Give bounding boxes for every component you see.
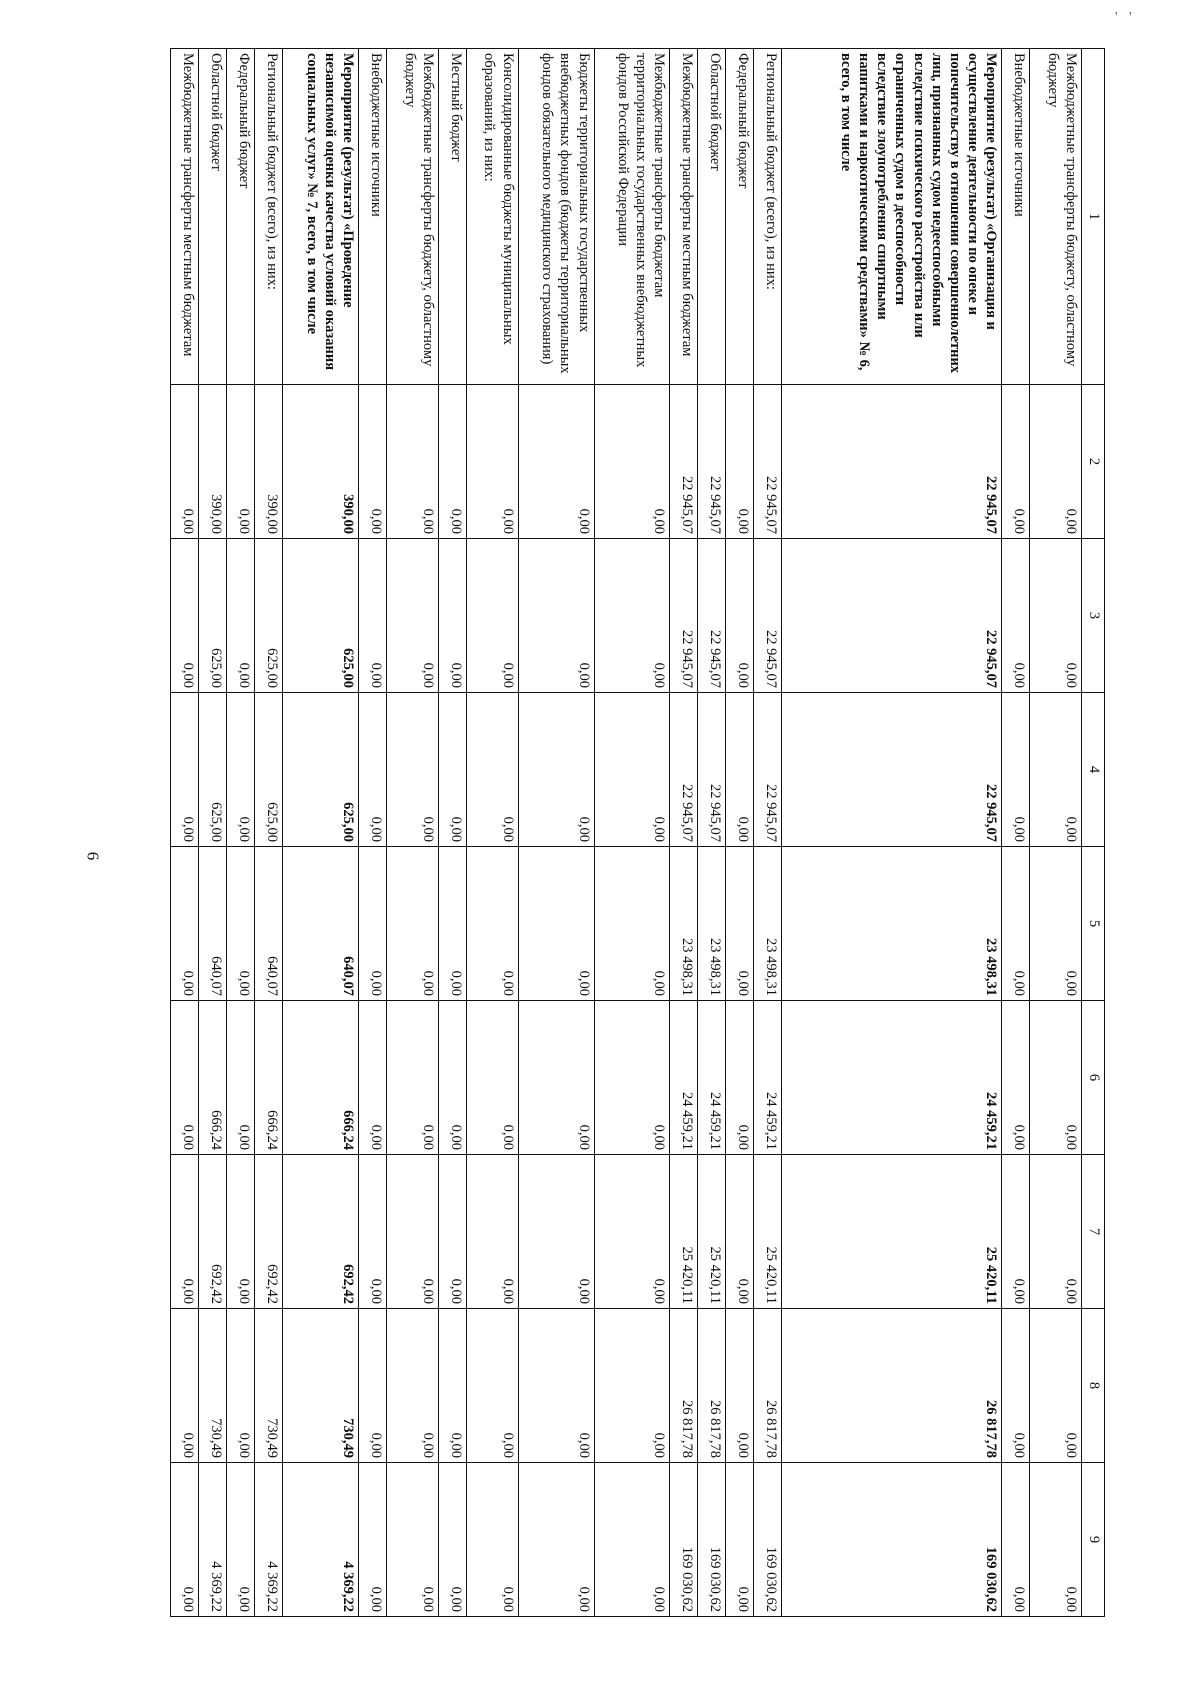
row-value: 0,00 — [1030, 1309, 1082, 1463]
budget-table-frame — [170, 48, 1105, 1616]
row-value: 0,00 — [594, 1155, 670, 1309]
table-row — [282, 49, 358, 1617]
row-value: 730,49 — [254, 1309, 282, 1463]
row-value: 0,00 — [386, 1001, 438, 1155]
row-value: 0,00 — [726, 385, 754, 539]
row-value: 0,00 — [594, 847, 670, 1001]
row-value: 0,00 — [1030, 847, 1082, 1001]
header-row — [1082, 49, 1105, 1617]
row-label: Межбюджетные трансферты бюджету, областному бюджету — [386, 49, 438, 385]
row-value: 24 459,21 — [754, 1001, 782, 1155]
row-value: 0,00 — [726, 693, 754, 847]
row-value: 0,00 — [1002, 1309, 1030, 1463]
row-value: 0,00 — [171, 847, 199, 1001]
scan-mark: ' ' — [1115, 10, 1136, 25]
row-value: 0,00 — [1030, 385, 1082, 539]
row-value: 0,00 — [386, 1309, 438, 1463]
row-label: Мероприятие (результат) «Проведение независимой оценки качества условий оказания социальных услуг» № 7, всего, в том числе — [282, 49, 358, 385]
row-value: 0,00 — [438, 1155, 466, 1309]
table-row — [782, 49, 1002, 1617]
row-value: 625,00 — [254, 539, 282, 693]
row-value: 0,00 — [227, 385, 255, 539]
row-value: 0,00 — [1030, 693, 1082, 847]
row-value: 625,00 — [199, 693, 227, 847]
row-value: 0,00 — [171, 539, 199, 693]
row-value: 0,00 — [594, 1001, 670, 1155]
row-value: 0,00 — [466, 1463, 518, 1617]
column-header: 5 — [1082, 847, 1105, 1001]
row-value: 0,00 — [466, 1309, 518, 1463]
table-row — [754, 49, 782, 1617]
row-value: 0,00 — [726, 1309, 754, 1463]
row-label: Региональный бюджет (всего), из них: — [254, 49, 282, 385]
row-value: 25 420,11 — [754, 1155, 782, 1309]
table-row — [438, 49, 466, 1617]
table-row — [670, 49, 698, 1617]
row-value: 640,07 — [199, 847, 227, 1001]
row-value: 0,00 — [594, 539, 670, 693]
row-value: 730,49 — [282, 1309, 358, 1463]
row-value: 625,00 — [199, 539, 227, 693]
table-row — [518, 49, 594, 1617]
column-header: 8 — [1082, 1309, 1105, 1463]
row-value: 0,00 — [1030, 1001, 1082, 1155]
table-row — [1002, 49, 1030, 1617]
row-value: 0,00 — [227, 539, 255, 693]
row-value: 666,24 — [254, 1001, 282, 1155]
row-value: 26 817,78 — [670, 1309, 698, 1463]
table-row — [1030, 49, 1082, 1617]
row-value: 0,00 — [171, 693, 199, 847]
row-label: Межбюджетные трансферты местным бюджетам — [171, 49, 199, 385]
row-value: 22 945,07 — [754, 539, 782, 693]
row-value: 0,00 — [518, 693, 594, 847]
row-value: 0,00 — [466, 847, 518, 1001]
row-value: 0,00 — [386, 1463, 438, 1617]
row-value: 22 945,07 — [698, 539, 726, 693]
row-value: 0,00 — [227, 1001, 255, 1155]
row-value: 640,07 — [254, 847, 282, 1001]
table-row — [171, 49, 199, 1617]
column-header: 1 — [1082, 49, 1105, 385]
row-value: 0,00 — [1002, 539, 1030, 693]
row-value: 0,00 — [171, 1001, 199, 1155]
row-value: 23 498,31 — [698, 847, 726, 1001]
row-value: 0,00 — [726, 1463, 754, 1617]
row-label: Межбюджетные трансферты бюджетам территориальных государственных внебюджетных фондов Российской Федерации — [594, 49, 670, 385]
row-value: 0,00 — [726, 847, 754, 1001]
row-label: Внебюджетные источники — [358, 49, 386, 385]
row-value: 0,00 — [1030, 1155, 1082, 1309]
row-value: 0,00 — [227, 693, 255, 847]
row-value: 25 420,11 — [782, 1155, 1002, 1309]
row-value: 25 420,11 — [670, 1155, 698, 1309]
table-body — [171, 49, 1082, 1617]
row-value: 0,00 — [1002, 385, 1030, 539]
row-value: 26 817,78 — [782, 1309, 1002, 1463]
row-value: 0,00 — [227, 1463, 255, 1617]
row-value: 0,00 — [438, 847, 466, 1001]
row-value: 0,00 — [358, 1309, 386, 1463]
table-row — [358, 49, 386, 1617]
table-row — [466, 49, 518, 1617]
row-label: Федеральный бюджет — [726, 49, 754, 385]
row-value: 0,00 — [466, 539, 518, 693]
row-value: 692,42 — [254, 1155, 282, 1309]
column-header: 6 — [1082, 1001, 1105, 1155]
row-label: Федеральный бюджет — [227, 49, 255, 385]
table-row — [199, 49, 227, 1617]
row-value: 640,07 — [282, 847, 358, 1001]
column-header: 2 — [1082, 385, 1105, 539]
row-value: 24 459,21 — [670, 1001, 698, 1155]
row-value: 22 945,07 — [782, 539, 1002, 693]
row-value: 0,00 — [466, 1155, 518, 1309]
row-value: 22 945,07 — [782, 693, 1002, 847]
table-row — [726, 49, 754, 1617]
table-row — [698, 49, 726, 1617]
budget-table-rotated — [170, 48, 1105, 1616]
row-value: 0,00 — [726, 1001, 754, 1155]
row-label: Областной бюджет — [698, 49, 726, 385]
row-value: 22 945,07 — [670, 385, 698, 539]
row-value: 0,00 — [438, 1309, 466, 1463]
row-value: 0,00 — [386, 539, 438, 693]
row-value: 0,00 — [386, 847, 438, 1001]
row-value: 26 817,78 — [754, 1309, 782, 1463]
row-value: 390,00 — [254, 385, 282, 539]
row-value: 22 945,07 — [754, 693, 782, 847]
row-value: 0,00 — [1002, 1463, 1030, 1617]
row-value: 25 420,11 — [698, 1155, 726, 1309]
row-value: 22 945,07 — [698, 693, 726, 847]
page-number: 6 — [83, 851, 103, 861]
column-header: 9 — [1082, 1463, 1105, 1617]
row-value: 22 945,07 — [670, 539, 698, 693]
row-value: 22 945,07 — [754, 385, 782, 539]
row-value: 0,00 — [466, 1001, 518, 1155]
row-value: 169 030,62 — [754, 1463, 782, 1617]
row-value: 0,00 — [466, 693, 518, 847]
row-value: 0,00 — [438, 1463, 466, 1617]
row-label: Областной бюджет — [199, 49, 227, 385]
row-value: 0,00 — [358, 539, 386, 693]
row-value: 0,00 — [594, 385, 670, 539]
table-row — [594, 49, 670, 1617]
row-value: 22 945,07 — [670, 693, 698, 847]
row-value: 23 498,31 — [782, 847, 1002, 1001]
table-row — [227, 49, 255, 1617]
row-value: 24 459,21 — [782, 1001, 1002, 1155]
row-value: 0,00 — [358, 1463, 386, 1617]
row-value: 0,00 — [358, 693, 386, 847]
row-value: 0,00 — [438, 385, 466, 539]
row-value: 169 030,62 — [670, 1463, 698, 1617]
row-value: 24 459,21 — [698, 1001, 726, 1155]
row-value: 0,00 — [386, 693, 438, 847]
row-value: 0,00 — [726, 1155, 754, 1309]
row-label: Местный бюджет — [438, 49, 466, 385]
row-value: 0,00 — [518, 1001, 594, 1155]
row-value: 0,00 — [1002, 1001, 1030, 1155]
row-value: 0,00 — [1002, 847, 1030, 1001]
row-value: 0,00 — [1030, 539, 1082, 693]
row-value: 0,00 — [358, 1001, 386, 1155]
row-value: 26 817,78 — [698, 1309, 726, 1463]
row-label: Мероприятие (результат) «Организация и осуществление деятельности по опеке и попечительству в отношении совершеннолетних лиц, признанных судом недееспособными вследствие психического расстройства или ограниченных судом в дееспособности вследствие злоупотребления спиртными напитками и наркотическими средствами» № 6, всего, в том числе — [782, 49, 1002, 385]
row-value: 0,00 — [594, 1463, 670, 1617]
row-value: 0,00 — [227, 847, 255, 1001]
row-label: Внебюджетные источники — [1002, 49, 1030, 385]
row-value: 0,00 — [438, 1001, 466, 1155]
row-value: 0,00 — [594, 1309, 670, 1463]
row-value: 4 369,22 — [282, 1463, 358, 1617]
row-label: Региональный бюджет (всего), из них: — [754, 49, 782, 385]
row-value: 23 498,31 — [670, 847, 698, 1001]
row-value: 0,00 — [386, 1155, 438, 1309]
row-value: 22 945,07 — [698, 385, 726, 539]
table-row — [254, 49, 282, 1617]
row-value: 0,00 — [438, 693, 466, 847]
row-value: 169 030,62 — [782, 1463, 1002, 1617]
row-value: 625,00 — [282, 693, 358, 847]
row-value: 0,00 — [171, 1155, 199, 1309]
row-label: Консолидированные бюджеты муниципальных образований, из них: — [466, 49, 518, 385]
row-value: 22 945,07 — [782, 385, 1002, 539]
row-value: 0,00 — [518, 385, 594, 539]
row-value: 730,49 — [199, 1309, 227, 1463]
row-value: 0,00 — [171, 1309, 199, 1463]
row-value: 169 030,62 — [698, 1463, 726, 1617]
row-value: 0,00 — [171, 385, 199, 539]
row-value: 0,00 — [358, 1155, 386, 1309]
row-value: 0,00 — [518, 1463, 594, 1617]
row-value: 0,00 — [594, 693, 670, 847]
row-value: 0,00 — [1002, 1155, 1030, 1309]
row-value: 0,00 — [438, 539, 466, 693]
row-value: 0,00 — [386, 385, 438, 539]
row-value: 625,00 — [254, 693, 282, 847]
row-value: 0,00 — [518, 1155, 594, 1309]
row-label: Бюджеты территориальных государственных внебюджетных фондов (бюджеты территориальных фондов обязательного медицинского страхования) — [518, 49, 594, 385]
column-header: 3 — [1082, 539, 1105, 693]
row-value: 625,00 — [282, 539, 358, 693]
column-header: 7 — [1082, 1155, 1105, 1309]
row-value: 666,24 — [282, 1001, 358, 1155]
row-value: 4 369,22 — [254, 1463, 282, 1617]
row-value: 0,00 — [358, 847, 386, 1001]
row-label: Межбюджетные трансферты бюджету, областному бюджету — [1030, 49, 1082, 385]
row-value: 692,42 — [282, 1155, 358, 1309]
column-header: 4 — [1082, 693, 1105, 847]
row-value: 0,00 — [466, 385, 518, 539]
row-value: 0,00 — [518, 847, 594, 1001]
row-label: Межбюджетные трансферты местным бюджетам — [670, 49, 698, 385]
row-value: 4 369,22 — [199, 1463, 227, 1617]
row-value: 666,24 — [199, 1001, 227, 1155]
row-value: 0,00 — [1030, 1463, 1082, 1617]
row-value: 0,00 — [171, 1463, 199, 1617]
row-value: 0,00 — [227, 1309, 255, 1463]
row-value: 0,00 — [518, 1309, 594, 1463]
row-value: 692,42 — [199, 1155, 227, 1309]
row-value: 390,00 — [199, 385, 227, 539]
row-value: 0,00 — [1002, 693, 1030, 847]
row-value: 0,00 — [518, 539, 594, 693]
table-row — [386, 49, 438, 1617]
budget-table — [170, 48, 1105, 1617]
row-value: 0,00 — [726, 539, 754, 693]
row-value: 23 498,31 — [754, 847, 782, 1001]
row-value: 390,00 — [282, 385, 358, 539]
row-value: 0,00 — [227, 1155, 255, 1309]
row-value: 0,00 — [358, 385, 386, 539]
